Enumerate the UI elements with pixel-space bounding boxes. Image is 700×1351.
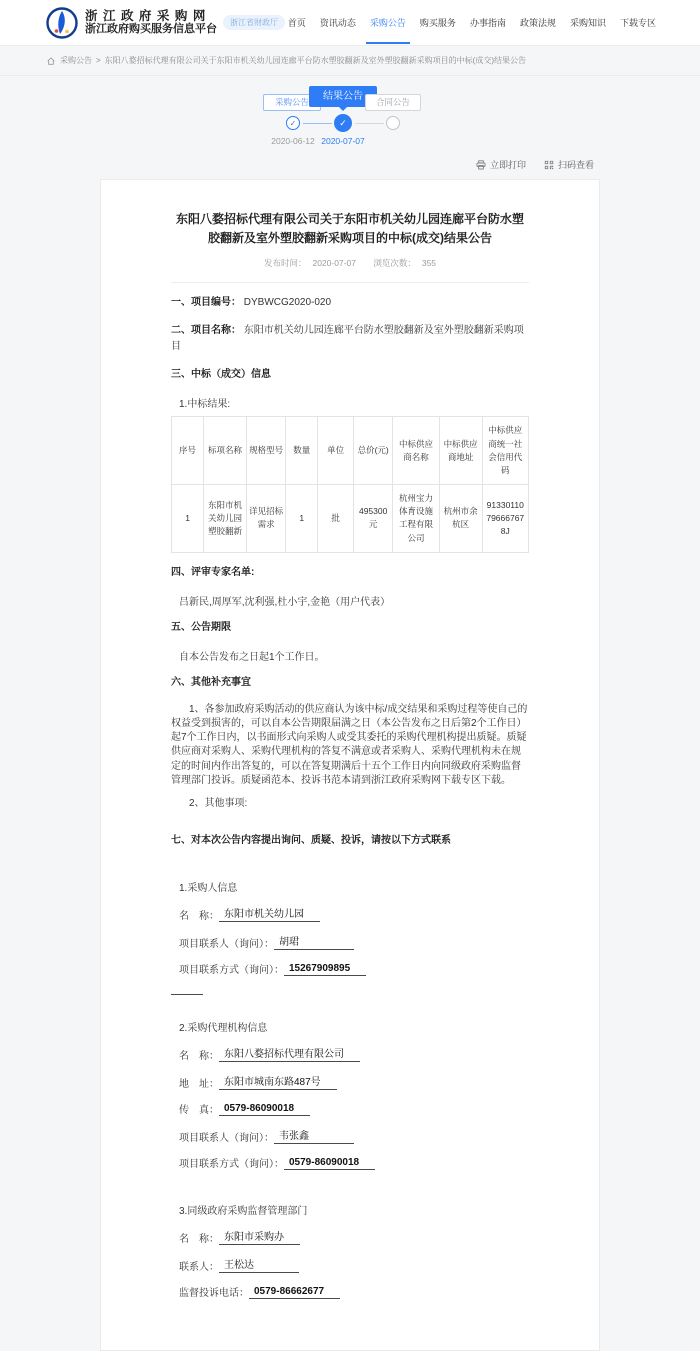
section-project-number (171, 295, 529, 311)
section-project-number-heading: 一、项目编号： (171, 297, 241, 309)
announcement-period-text: 自本公告发布之日起1个工作日。 (179, 651, 325, 663)
contact-row-agency-address (171, 1073, 529, 1090)
timeline-step-contract-announcement[interactable]: 合同公告 (365, 94, 421, 111)
table-cell: 详见招标需求 (246, 485, 285, 553)
section-announcement-period (171, 620, 529, 636)
supervisor-complaint-phone-value: 0579-86662677 (249, 1286, 340, 1299)
nav-item-knowledge[interactable]: 采购知识 (569, 18, 606, 28)
table-cell: 批 (318, 485, 354, 553)
purchaser-name-value: 东阳市机关幼儿园 (219, 905, 320, 922)
table-header-cell: 规格型号 (246, 417, 285, 485)
contact-row-supervisor-complaint-phone (171, 1284, 529, 1299)
printer-icon (476, 160, 486, 170)
timeline-connector-pending (355, 123, 384, 124)
contact-row-supervisor-contact-person (171, 1256, 529, 1273)
table-header-row (172, 417, 529, 485)
check-circle-icon-done: ✓ (286, 116, 300, 130)
print-button-label: 立即打印 (489, 160, 526, 170)
contact-label: 项目联系方式（询问）： (179, 1159, 284, 1171)
contact-row-supervisor-name (171, 1228, 529, 1245)
underline-continuation (171, 987, 203, 995)
agency-info-title: 2.采购代理机构信息 (179, 1023, 268, 1035)
table-cell: 杭州市余杭区 (439, 485, 482, 553)
table-header-cell: 中标供应商统一社会信用代码 (482, 417, 528, 485)
main-nav (288, 16, 656, 29)
breadcrumb-bar (0, 46, 700, 76)
contact-label: 名 称： (179, 911, 219, 923)
section-contact (171, 833, 529, 849)
site-logo[interactable] (46, 7, 285, 39)
publish-time-label: 发布时间： (263, 258, 307, 269)
timeline-date-result: 2020-07-07 (321, 136, 365, 146)
agency-fax-value: 0579-86090018 (219, 1103, 310, 1116)
page-actions (0, 158, 700, 171)
contact-label: 项目联系人（询问）： (179, 939, 274, 951)
site-title: 浙 江 政 府 采 购 网 (85, 8, 207, 23)
views-value: 355 (421, 258, 437, 269)
contact-label: 地 址： (179, 1079, 219, 1091)
contact-row-purchaser-name (171, 905, 529, 922)
nav-item-news[interactable]: 资讯动态 (319, 18, 356, 28)
contact-row-purchaser-phone (171, 961, 529, 976)
timeline-date-procurement: 2020-06-12 (271, 136, 315, 146)
section-project-name (171, 323, 529, 355)
home-icon[interactable] (46, 56, 56, 66)
breadcrumb (46, 55, 654, 66)
table-header-cell: 中标供应商地址 (439, 417, 482, 485)
table-header-cell: 数量 (286, 417, 318, 485)
section-experts (171, 565, 529, 581)
contact-row-agency-fax (171, 1101, 529, 1116)
award-result-table (171, 416, 529, 552)
site-subtitle: 浙江政府购买服务信息平台 (85, 23, 217, 36)
contact-label: 联系人： (179, 1262, 219, 1274)
table-header-cell: 单位 (318, 417, 354, 485)
purchaser-contact-person-value: 胡珺 (274, 933, 354, 950)
project-number-value: DYBWCG2020-020 (243, 297, 332, 309)
announcement-card (100, 179, 600, 1351)
table-cell: 1 (172, 485, 204, 553)
supervisor-contact-person-value: 王松达 (219, 1256, 299, 1273)
other-items-subheading: 2、其他事项: (189, 797, 248, 809)
table-header-cell: 标项名称 (204, 417, 247, 485)
table-cell: 91330110796667678J (482, 485, 528, 553)
other-matters-paragraph: 1、各参加政府采购活动的供应商认为该中标/成交结果和采购过程等使自己的权益受到损害的，可以自本公告期限届满之日（本公告发布之日后第2个工作日）起7个工作日内，以书面形式向采购人或受其委托的采购代理机构提出质疑。质疑供应商对采购人、采购代理机构的答复不满意或者采购人、采购代理机构未在规定的时间内作出答复的，可以在答复期满后十五个工作日内向同级政府采购监督管理部门投诉。质疑函范本、投诉书范本请到浙江政府采购网下载专区下载。 (171, 703, 528, 786)
agency-name-value: 东阳八婺招标代理有限公司 (219, 1045, 360, 1062)
announcement-timeline (253, 84, 443, 156)
section-award-info-heading: 三、中标（成交）信息 (171, 369, 271, 381)
qr-view-button-label: 扫码查看 (557, 160, 594, 170)
table-header-cell: 中标供应商名称 (393, 417, 439, 485)
breadcrumb-separator: > (96, 56, 101, 65)
contact-row-agency-contact-person (171, 1127, 529, 1144)
project-name-value: 东阳市机关幼儿园连廊平台防水塑胶翻新及室外塑胶翻新采购项目 (171, 325, 524, 353)
table-cell: 1 (286, 485, 318, 553)
nav-item-guides[interactable]: 办事指南 (469, 18, 506, 28)
breadcrumb-current: 东阳八婺招标代理有限公司关于东阳市机关幼儿园连廊平台防水塑胶翻新及室外塑胶翻新采购项目的中标(成交)结果公告 (104, 56, 526, 65)
section-contact-heading: 七、对本次公告内容提出询问、质疑、投诉，请按以下方式联系 (171, 835, 451, 847)
timeline-step-result-announcement[interactable]: 结果公告 (309, 86, 377, 107)
section-experts-heading: 四、评审专家名单: (171, 566, 255, 578)
doc-meta (171, 257, 529, 269)
page-title: 东阳八婺招标代理有限公司关于东阳市机关幼儿园连廊平台防水塑胶翻新及室外塑胶翻新采购项目的中标(成交)结果公告 (175, 212, 524, 246)
nav-item-procurement-announcements[interactable]: 采购公告 (369, 18, 406, 28)
purchaser-phone-value: 15267909895 (284, 963, 366, 976)
table-cell: 495300元 (354, 485, 393, 553)
supervisor-name-value: 东阳市采购办 (219, 1228, 300, 1245)
contact-row-purchaser-contact-person (171, 933, 529, 950)
nav-item-policies[interactable]: 政策法规 (519, 18, 556, 28)
contact-label: 名 称： (179, 1051, 219, 1063)
table-header-cell: 序号 (172, 417, 204, 485)
agency-phone-value: 0579-86090018 (284, 1157, 375, 1170)
circle-icon-pending (386, 116, 400, 130)
contact-label: 传 真： (179, 1105, 219, 1117)
qr-code-icon (544, 160, 554, 170)
section-project-name-heading: 二、项目名称： (171, 325, 241, 337)
table-header-cell: 总价(元) (354, 417, 393, 485)
finance-dept-badge: 浙江省财政厅 (223, 15, 285, 30)
contact-row-agency-phone (171, 1155, 529, 1170)
purchaser-info-title: 1.采购人信息 (179, 883, 238, 895)
nav-item-downloads[interactable]: 下载专区 (619, 18, 656, 28)
divider (171, 282, 529, 283)
timeline-step-procurement-announcement[interactable]: 采购公告 (263, 94, 321, 111)
site-header (0, 0, 700, 46)
breadcrumb-root-link[interactable]: 采购公告 (60, 56, 92, 65)
publish-time-value: 2020-07-07 (312, 258, 356, 269)
experts-list: 吕新民,周厚军,沈利强,杜小宇,金艳（用户代表） (179, 596, 391, 608)
section-announcement-period-heading: 五、公告期限 (171, 621, 231, 633)
contact-label: 项目联系人（询问）： (179, 1133, 274, 1145)
agency-address-value: 东阳市城南东路487号 (219, 1073, 337, 1090)
table-row (172, 485, 529, 553)
contact-label: 监督投诉电话： (179, 1288, 249, 1300)
section-other-matters-heading: 六、其他补充事宜 (171, 676, 251, 688)
qr-view-button[interactable] (544, 158, 594, 171)
contact-label: 名 称： (179, 1234, 219, 1246)
check-circle-icon-active: ✓ (334, 114, 352, 132)
supervisor-info-title: 3.同级政府采购监督管理部门 (179, 1206, 308, 1218)
section-award-info (171, 367, 529, 383)
contact-label: 项目联系方式（询问）： (179, 965, 284, 977)
views-label: 浏览次数： (373, 258, 416, 269)
nav-item-home[interactable]: 首页 (287, 18, 306, 28)
table-cell: 东阳市机关幼儿园塑胶翻新 (204, 485, 247, 553)
print-button[interactable] (476, 158, 526, 171)
section-other-matters (171, 675, 529, 691)
award-result-subheading: 1.中标结果: (179, 399, 231, 411)
nav-item-purchase-services[interactable]: 购买服务 (419, 18, 456, 28)
agency-contact-person-value: 韦张鑫 (274, 1127, 354, 1144)
site-logo-icon (46, 7, 78, 39)
timeline-connector-done (303, 123, 332, 124)
table-cell: 杭州宝力体育设施工程有限公司 (393, 485, 439, 553)
contact-row-agency-name (171, 1045, 529, 1062)
